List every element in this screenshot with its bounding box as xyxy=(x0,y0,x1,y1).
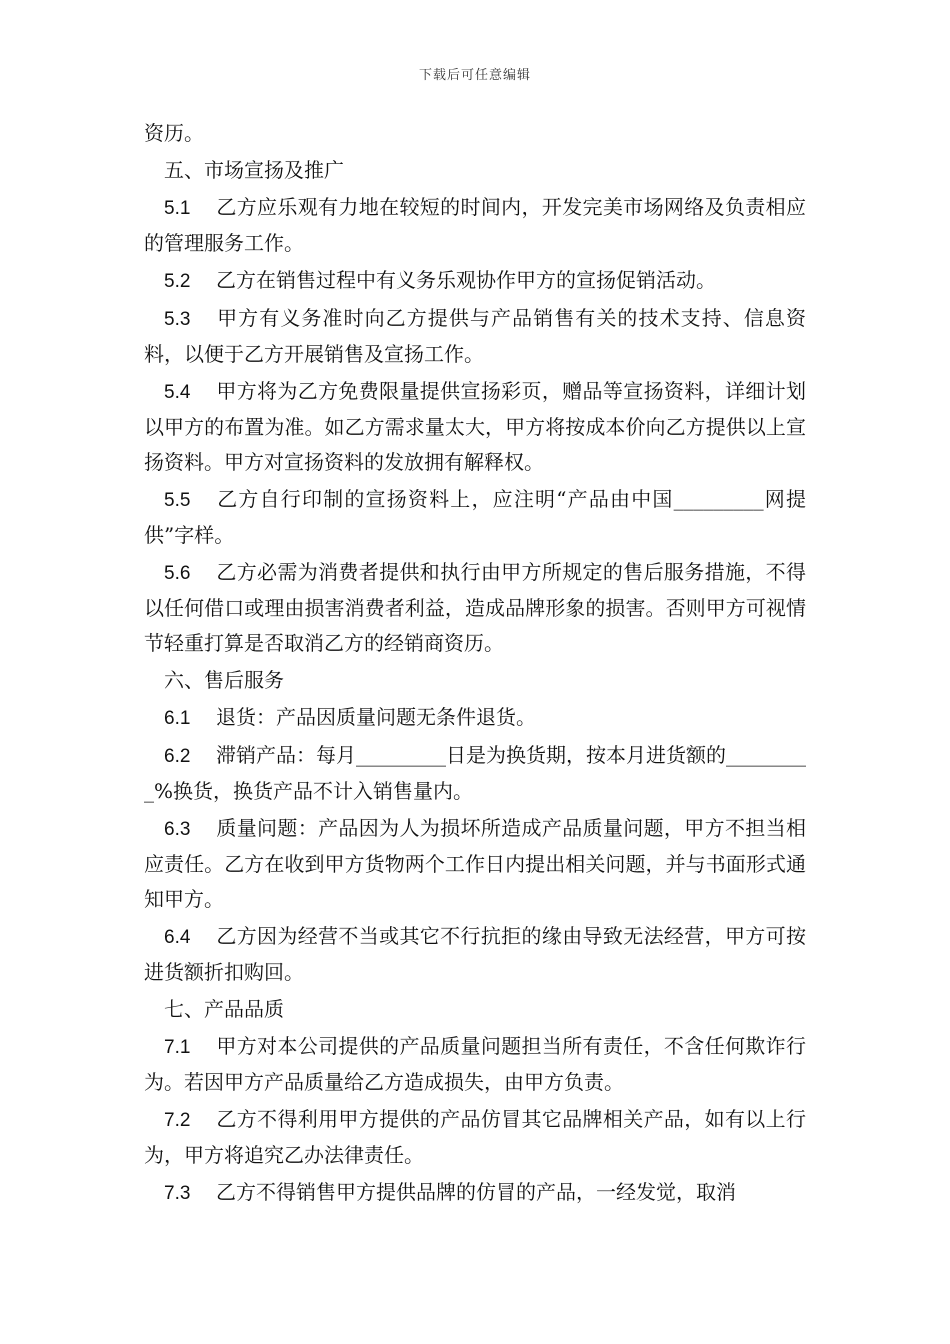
section-heading-7 xyxy=(144,992,806,1027)
heading-text: 六、售后服务 xyxy=(164,668,284,692)
clause-text: 甲方有义务准时向乙方提供与产品销售有关的技术支持、信息资料，以便于乙方开展销售及宣扬工作。 xyxy=(144,306,806,366)
clause-6-4 xyxy=(144,919,806,990)
clause-text: 乙方因为经营不当或其它不行抗拒的缘由导致无法经营，甲方可按进货额折扣购回。 xyxy=(144,924,806,984)
clause-number: 6.3 xyxy=(164,819,191,840)
clause-number: 5.5 xyxy=(164,490,191,511)
clause-number: 6.1 xyxy=(164,708,191,729)
clause-7-1 xyxy=(144,1029,806,1100)
section-heading-6 xyxy=(144,663,806,698)
clause-number: 5.1 xyxy=(164,198,191,219)
clause-number: 7.1 xyxy=(164,1037,191,1058)
clause-text: 乙方自行印制的宣扬资料上，应注明“产品由中国_________网提供”字样。 xyxy=(144,487,806,547)
clause-number: 6.4 xyxy=(164,927,191,948)
clause-text: 滞销产品：每月_________日是为换货期，按本月进货额的_________%换货，换货产品不计入销售量内。 xyxy=(144,743,806,803)
clause-text: 乙方必需为消费者提供和执行由甲方所规定的售后服务措施，不得以任何借口或理由损害消费者利益，造成品牌形象的损害。否则甲方可视情节轻重打算是否取消乙方的经销商资历。 xyxy=(144,560,806,655)
clause-text: 乙方不得利用甲方提供的产品仿冒其它品牌相关产品，如有以上行为，甲方将追究乙办法律责任。 xyxy=(144,1107,806,1167)
heading-text: 五、市场宣扬及推广 xyxy=(164,158,344,182)
clause-number: 7.2 xyxy=(164,1110,191,1131)
paragraph-text: 资历。 xyxy=(144,121,204,145)
clause-text: 乙方在销售过程中有义务乐观协作甲方的宣扬促销活动。 xyxy=(216,268,716,292)
page-header-note: 下载后可任意编辑 xyxy=(418,68,531,83)
clause-6-3 xyxy=(144,811,806,917)
clause-6-2 xyxy=(144,738,806,809)
clause-text: 乙方应乐观有力地在较短的时间内，开发完美市场网络及负责相应的管理服务工作。 xyxy=(144,195,806,255)
document-body xyxy=(144,116,806,1211)
clause-number: 5.3 xyxy=(164,309,191,330)
clause-7-3 xyxy=(144,1175,806,1211)
heading-text: 七、产品品质 xyxy=(164,997,284,1021)
clause-5-5 xyxy=(144,482,806,553)
clause-5-2 xyxy=(144,263,806,299)
section-heading-5 xyxy=(144,153,806,188)
clause-7-2 xyxy=(144,1102,806,1173)
clause-text: 乙方不得销售甲方提供品牌的仿冒的产品，一经发觉，取消 xyxy=(216,1180,736,1204)
clause-number: 7.3 xyxy=(164,1183,191,1204)
clause-number: 5.4 xyxy=(164,382,191,403)
clause-text: 质量问题：产品因为人为损坏所造成产品质量问题，甲方不担当相应责任。乙方在收到甲方货物两个工作日内提出相关问题，并与书面形式通知甲方。 xyxy=(144,816,806,911)
clause-5-6 xyxy=(144,555,806,661)
clause-text: 甲方对本公司提供的产品质量问题担当所有责任，不含任何欺诈行为。若因甲方产品质量给乙方造成损失，由甲方负责。 xyxy=(144,1034,806,1094)
clause-number: 5.2 xyxy=(164,271,191,292)
clause-number: 6.2 xyxy=(164,746,191,767)
clause-5-4 xyxy=(144,374,806,480)
clause-6-1 xyxy=(144,700,806,736)
clause-5-1 xyxy=(144,190,806,261)
clause-5-3 xyxy=(144,301,806,372)
clause-text: 退货：产品因质量问题无条件退货。 xyxy=(216,705,536,729)
paragraph-continuation xyxy=(144,116,806,151)
clause-text: 甲方将为乙方免费限量提供宣扬彩页，赠品等宣扬资料，详细计划以甲方的布置为准。如乙方需求量太大，甲方将按成本价向乙方提供以上宣扬资料。甲方对宣扬资料的发放拥有解释权。 xyxy=(144,379,806,474)
clause-number: 5.6 xyxy=(164,563,191,584)
